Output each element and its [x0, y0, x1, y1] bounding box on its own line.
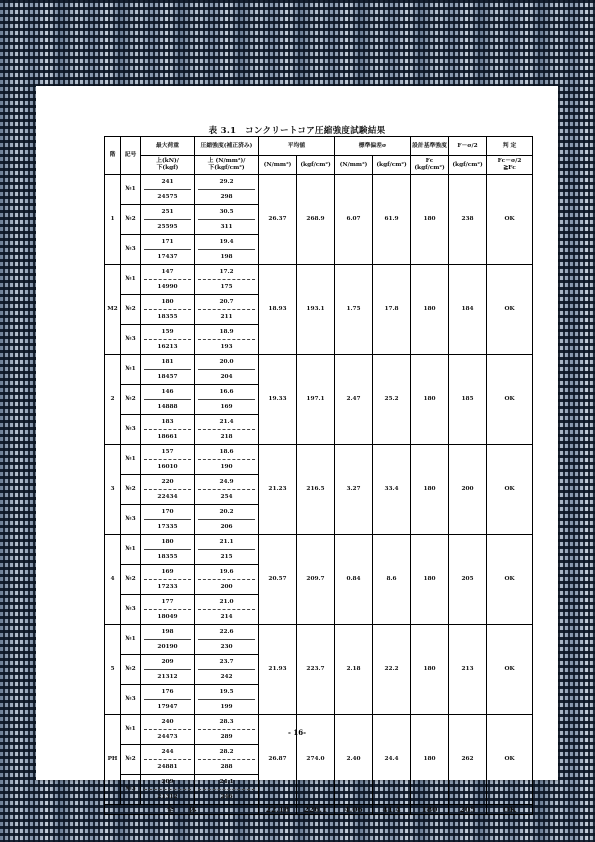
mark-cell: №2 [121, 565, 141, 595]
header-max-load: 最大荷重 [141, 137, 195, 156]
load-cell [141, 175, 195, 205]
load-cell [141, 745, 195, 775]
load-kgf-value: 17437 [157, 254, 178, 260]
load-kn-value: 180 [144, 535, 191, 550]
load-cell [141, 505, 195, 535]
strength-n-value: 19.5 [198, 685, 255, 700]
f-sigma-cell: 213 [449, 625, 487, 715]
fc-cell: 180 [411, 535, 449, 625]
std-kgf-cell: 24.4 [373, 715, 411, 805]
mark-cell: №3 [121, 415, 141, 445]
load-cell [141, 295, 195, 325]
strength-kgf-value: 175 [220, 284, 233, 290]
total-std-kgf: 41.4 [373, 805, 411, 815]
load-kgf-value: 21312 [157, 674, 178, 680]
table-row [105, 625, 533, 655]
load-kgf-value: 25595 [157, 224, 178, 230]
load-kgf-value: 17335 [157, 524, 178, 530]
floor-cell: PH [105, 715, 121, 805]
std-kgf-cell: 17.8 [373, 265, 411, 355]
strength-cell [195, 175, 259, 205]
strength-n-value: 30.5 [198, 205, 255, 220]
strength-cell [195, 235, 259, 265]
header-max-load-units: 上(kN)/ 下(kgf) [141, 156, 195, 175]
std-n-cell: 3.27 [335, 445, 373, 535]
load-cell [141, 685, 195, 715]
fc-cell: 180 [411, 355, 449, 445]
avg-n-cell: 26.37 [259, 175, 297, 265]
strength-n-value: 16.6 [198, 385, 255, 400]
judge-cell: OK [487, 355, 533, 445]
strength-kgf-value: 199 [220, 704, 233, 710]
f-sigma-cell: 205 [449, 535, 487, 625]
strength-kgf-value: 230 [220, 644, 233, 650]
load-kn-value: 159 [144, 325, 191, 340]
floor-cell: M2 [105, 265, 121, 355]
header-fc-unit: Fc (kgf/cm²) [411, 156, 449, 175]
load-kn-value: 244 [144, 745, 191, 760]
strength-kgf-value: 190 [220, 464, 233, 470]
mark-cell: №1 [121, 355, 141, 385]
load-cell [141, 265, 195, 295]
avg-kgf-cell: 209.7 [297, 535, 335, 625]
strength-cell [195, 475, 259, 505]
strength-n-value: 21.1 [198, 535, 255, 550]
mark-cell: №2 [121, 205, 141, 235]
strength-cell [195, 625, 259, 655]
header-f-sigma: F－σ/2 [449, 137, 487, 156]
load-cell [141, 595, 195, 625]
header-mark: 記号 [121, 137, 141, 175]
strength-cell [195, 745, 259, 775]
avg-n-cell: 18.93 [259, 265, 297, 355]
table-row [105, 535, 533, 565]
mark-cell: №2 [121, 745, 141, 775]
judge-cell: OK [487, 175, 533, 265]
floor-cell: 4 [105, 535, 121, 625]
header-avg-n: (N/mm²) [259, 156, 297, 175]
std-kgf-cell: 61.9 [373, 175, 411, 265]
mark-cell: №2 [121, 655, 141, 685]
strength-n-value: 24.9 [198, 475, 255, 490]
strength-n-value: 24.1 [198, 775, 255, 790]
f-sigma-cell: 185 [449, 355, 487, 445]
load-cell [141, 565, 195, 595]
std-n-cell: 2.47 [335, 355, 373, 445]
load-kn-value: 198 [144, 625, 191, 640]
judge-cell: OK [487, 445, 533, 535]
strength-cell [195, 505, 259, 535]
floor-cell: 5 [105, 625, 121, 715]
load-kgf-value: 24473 [157, 734, 178, 740]
load-cell [141, 655, 195, 685]
load-kgf-value: 22434 [157, 494, 178, 500]
strength-kgf-value: 242 [220, 674, 233, 680]
strength-cell [195, 295, 259, 325]
table-row [105, 445, 533, 475]
mark-cell: №3 [121, 235, 141, 265]
results-table [104, 136, 533, 815]
mark-cell: №3 [121, 685, 141, 715]
std-kgf-cell: 8.6 [373, 535, 411, 625]
avg-kgf-cell: 223.7 [297, 625, 335, 715]
header-design-strength: 設計基準強度 [411, 137, 449, 156]
strength-n-value: 22.6 [198, 625, 255, 640]
load-kn-value: 176 [144, 685, 191, 700]
header-std: 標準偏差σ [335, 137, 411, 156]
header-average: 平均値 [259, 137, 335, 156]
strength-kgf-value: 254 [220, 494, 233, 500]
load-cell [141, 385, 195, 415]
load-cell [141, 415, 195, 445]
strength-n-value: 20.2 [198, 505, 255, 520]
load-kgf-value: 20190 [157, 644, 178, 650]
strength-n-value: 28.3 [198, 715, 255, 730]
strength-cell [195, 535, 259, 565]
load-cell [141, 205, 195, 235]
strength-n-value: 19.6 [198, 565, 255, 580]
strength-kgf-value: 311 [220, 224, 233, 230]
mark-cell: №1 [121, 265, 141, 295]
load-kn-value: 180 [144, 295, 191, 310]
mark-cell: №2 [121, 475, 141, 505]
f-sigma-cell: 200 [449, 445, 487, 535]
std-n-cell: 2.40 [335, 715, 373, 805]
strength-n-value: 19.4 [198, 235, 255, 250]
strength-kgf-value: 200 [220, 584, 233, 590]
mark-cell: №3 [121, 595, 141, 625]
std-n-cell: 2.18 [335, 625, 373, 715]
load-kn-value: 251 [144, 205, 191, 220]
header-std-n: (N/mm²) [335, 156, 373, 175]
header-judge-criteria: Fc－σ/2 ≧Fc [487, 156, 533, 175]
total-avg-kgf: 226.1 [297, 805, 335, 815]
load-kn-value: 220 [144, 475, 191, 490]
header-judge: 判 定 [487, 137, 533, 156]
avg-kgf-cell: 274.0 [297, 715, 335, 805]
load-kgf-value: 18457 [157, 374, 178, 380]
total-f-sigma: 205 [449, 805, 487, 815]
header-f-sigma-unit: (kgf/cm²) [449, 156, 487, 175]
load-cell [141, 625, 195, 655]
load-kn-value: 241 [144, 175, 191, 190]
load-kgf-value: 24575 [157, 194, 178, 200]
mark-cell: №1 [121, 175, 141, 205]
header-floor: 階 [105, 137, 121, 175]
strength-cell [195, 325, 259, 355]
floor-cell: 1 [105, 175, 121, 265]
header-strength: 圧縮強度(補正済み) [195, 137, 259, 156]
strength-kgf-value: 193 [220, 344, 233, 350]
load-kgf-value: 14990 [157, 284, 178, 290]
load-kn-value: 157 [144, 445, 191, 460]
floor-cell: 3 [105, 445, 121, 535]
strength-n-value: 21.4 [198, 415, 255, 430]
strength-kgf-value: 198 [220, 254, 233, 260]
mark-cell: №2 [121, 385, 141, 415]
mark-cell: №1 [121, 625, 141, 655]
fc-cell: 180 [411, 265, 449, 355]
load-kgf-value: 17947 [157, 704, 178, 710]
f-sigma-cell: 238 [449, 175, 487, 265]
strength-kgf-value: 218 [220, 434, 233, 440]
load-kn-value: 146 [144, 385, 191, 400]
strength-n-value: 20.0 [198, 355, 255, 370]
fc-cell: 180 [411, 625, 449, 715]
total-label: 全 体 [105, 805, 259, 815]
load-kgf-value: 18355 [157, 314, 178, 320]
judge-cell: OK [487, 625, 533, 715]
load-cell [141, 775, 195, 805]
strength-cell [195, 565, 259, 595]
load-cell [141, 325, 195, 355]
std-kgf-cell: 22.2 [373, 625, 411, 715]
avg-n-cell: 20.57 [259, 535, 297, 625]
strength-cell [195, 415, 259, 445]
strength-cell [195, 445, 259, 475]
avg-n-cell: 21.93 [259, 625, 297, 715]
document-page [36, 86, 558, 814]
load-kgf-value: 17233 [157, 584, 178, 590]
page-number: - 16- [288, 728, 306, 737]
header-avg-kgf: (kgf/cm²) [297, 156, 335, 175]
load-kn-value: 209 [144, 775, 191, 790]
avg-n-cell: 26.87 [259, 715, 297, 805]
load-kgf-value: 21312 [157, 794, 178, 800]
load-kn-value: 209 [144, 655, 191, 670]
mark-cell: №2 [121, 295, 141, 325]
fc-cell: 180 [411, 175, 449, 265]
strength-cell [195, 595, 259, 625]
std-kgf-cell: 25.2 [373, 355, 411, 445]
strength-cell [195, 685, 259, 715]
fc-cell: 180 [411, 445, 449, 535]
load-cell [141, 475, 195, 505]
load-kn-value: 177 [144, 595, 191, 610]
judge-cell: OK [487, 535, 533, 625]
strength-n-value: 20.7 [198, 295, 255, 310]
load-kgf-value: 18049 [157, 614, 178, 620]
load-kn-value: 170 [144, 505, 191, 520]
judge-cell: OK [487, 715, 533, 805]
fc-cell: 180 [411, 715, 449, 805]
load-kgf-value: 18355 [157, 554, 178, 560]
load-kn-value: 147 [144, 265, 191, 280]
floor-cell: 2 [105, 355, 121, 445]
strength-kgf-value: 298 [220, 194, 233, 200]
load-kn-value: 169 [144, 565, 191, 580]
mark-cell: №3 [121, 325, 141, 355]
strength-kgf-value: 215 [220, 554, 233, 560]
strength-kgf-value: 288 [220, 764, 233, 770]
f-sigma-cell: 184 [449, 265, 487, 355]
std-n-cell: 0.84 [335, 535, 373, 625]
strength-n-value: 23.7 [198, 655, 255, 670]
std-n-cell: 1.75 [335, 265, 373, 355]
load-kn-value: 183 [144, 415, 191, 430]
strength-kgf-value: 204 [220, 374, 233, 380]
avg-kgf-cell: 193.1 [297, 265, 335, 355]
total-judge: OK [487, 805, 533, 815]
total-fc: 180 [411, 805, 449, 815]
mark-cell: №3 [121, 775, 141, 805]
strength-cell [195, 265, 259, 295]
table-row [105, 265, 533, 295]
mark-cell: №1 [121, 715, 141, 745]
strength-n-value: 21.0 [198, 595, 255, 610]
load-kgf-value: 14888 [157, 404, 178, 410]
strength-n-value: 18.9 [198, 325, 255, 340]
load-kn-value: 240 [144, 715, 191, 730]
strength-cell [195, 385, 259, 415]
header-strength-units: 上 (N/mm²)/ 下(kgf/cm²) [195, 156, 259, 175]
load-cell [141, 535, 195, 565]
std-kgf-cell: 33.4 [373, 445, 411, 535]
load-kgf-value: 18661 [157, 434, 178, 440]
strength-kgf-value: 211 [220, 314, 233, 320]
std-n-cell: 6.07 [335, 175, 373, 265]
strength-kgf-value: 169 [220, 404, 233, 410]
load-kgf-value: 24881 [157, 764, 178, 770]
avg-kgf-cell: 216.5 [297, 445, 335, 535]
judge-cell: OK [487, 265, 533, 355]
load-kgf-value: 16010 [157, 464, 178, 470]
strength-n-value: 17.2 [198, 265, 255, 280]
mark-cell: №3 [121, 505, 141, 535]
header-std-kgf: (kgf/cm²) [373, 156, 411, 175]
load-kn-value: 171 [144, 235, 191, 250]
load-kgf-value: 16213 [157, 344, 178, 350]
load-cell [141, 355, 195, 385]
table-row [105, 175, 533, 205]
total-avg-n: 22.18 [259, 805, 297, 815]
avg-kgf-cell: 197.1 [297, 355, 335, 445]
strength-cell [195, 355, 259, 385]
load-cell [141, 235, 195, 265]
mark-cell: №1 [121, 445, 141, 475]
avg-n-cell: 21.23 [259, 445, 297, 535]
strength-cell [195, 775, 259, 805]
load-kn-value: 181 [144, 355, 191, 370]
strength-kgf-value: 289 [220, 734, 233, 740]
avg-kgf-cell: 268.9 [297, 175, 335, 265]
load-cell [141, 445, 195, 475]
strength-cell [195, 205, 259, 235]
strength-n-value: 18.6 [198, 445, 255, 460]
strength-kgf-value: 246 [220, 794, 233, 800]
strength-n-value: 29.2 [198, 175, 255, 190]
strength-cell [195, 655, 259, 685]
table-row [105, 355, 533, 385]
strength-kgf-value: 214 [220, 614, 233, 620]
table-title: 表 3.1 コンクリートコア圧縮強度試験結果 [208, 126, 386, 136]
strength-n-value: 28.2 [198, 745, 255, 760]
strength-kgf-value: 206 [220, 524, 233, 530]
total-std-n: 4.06 [335, 805, 373, 815]
mark-cell: №1 [121, 535, 141, 565]
avg-n-cell: 19.33 [259, 355, 297, 445]
f-sigma-cell: 262 [449, 715, 487, 805]
